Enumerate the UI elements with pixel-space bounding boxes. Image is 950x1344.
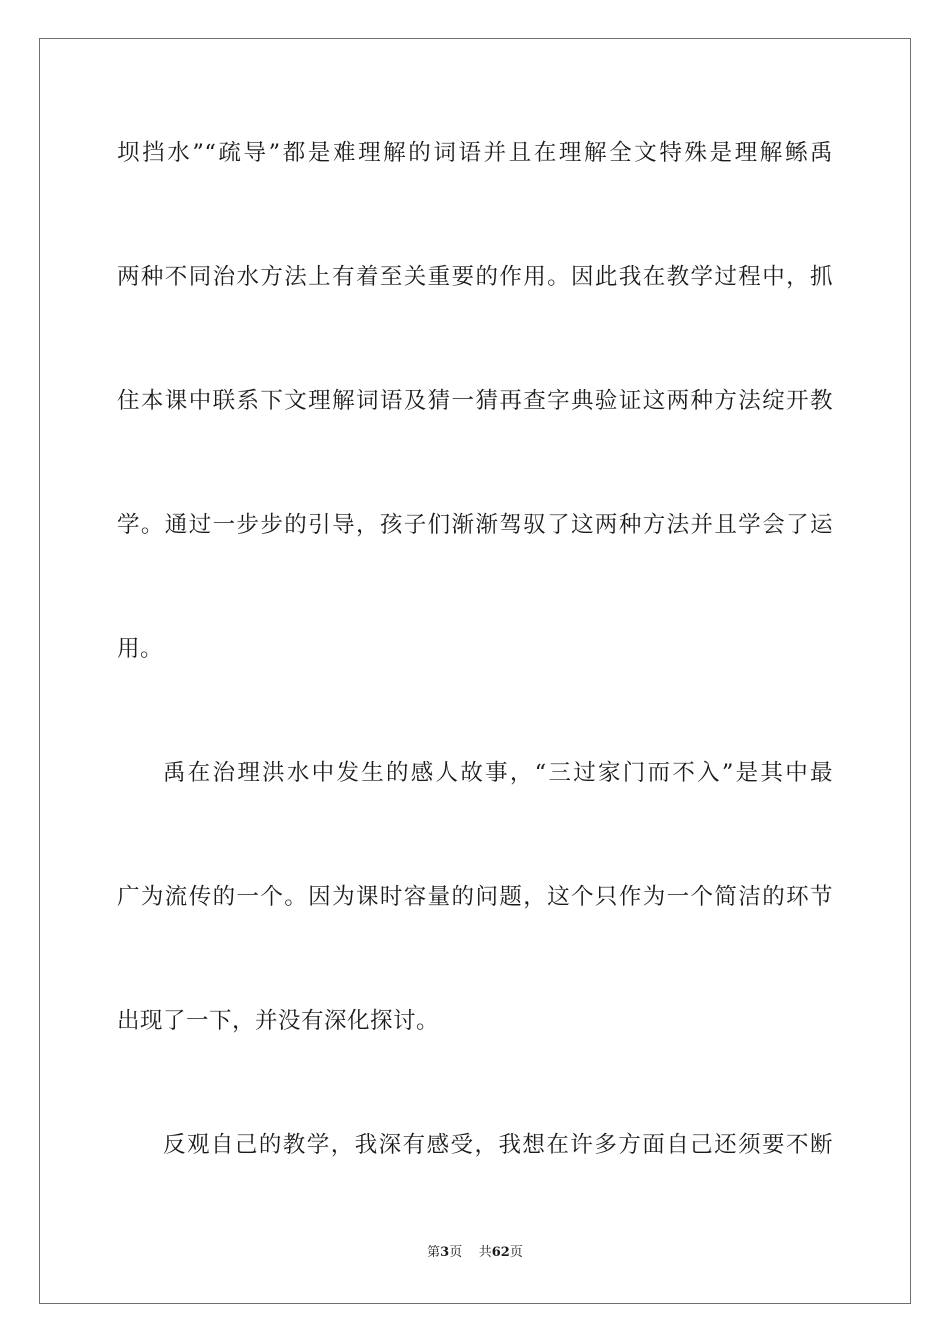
paragraph-line-7: 广为流传的一个。因为课时容量的问题，这个只作为一个简洁的环节 [117,884,833,910]
paragraph-line-8: 出现了一下，并没有深化探讨。 [117,1008,440,1034]
footer-prefix: 第 [427,1245,441,1260]
footer-page-suffix: 页 [449,1245,463,1260]
paragraph-line-1: 坝挡水”“疏导”都是难理解的词语并且在理解全文特殊是理解鲧禹 [117,140,833,166]
page-footer [0,1244,950,1262]
paragraph-line-5: 用。 [117,636,164,662]
paragraph-line-3: 住本课中联系下文理解词语及猜一猜再查字典验证这两种方法绽开教 [117,388,833,414]
footer-current-page: 3 [440,1245,450,1260]
footer-total-pages: 62 [491,1245,510,1260]
page-border [39,38,911,1304]
paragraph-line-6: 禹在治理洪水中发生的感人故事，“三过家门而不入”是其中最 [163,760,833,786]
footer-total-prefix: 共 [478,1245,492,1260]
paragraph-line-9: 反观自己的教学，我深有感受，我想在许多方面自己还须要不断 [163,1132,833,1158]
paragraph-line-2: 两种不同治水方法上有着至关重要的作用。因此我在教学过程中，抓 [117,264,833,290]
paragraph-line-4: 学。通过一步步的引导，孩子们渐渐驾驭了这两种方法并且学会了运 [117,512,833,538]
footer-total-suffix: 页 [509,1245,523,1260]
